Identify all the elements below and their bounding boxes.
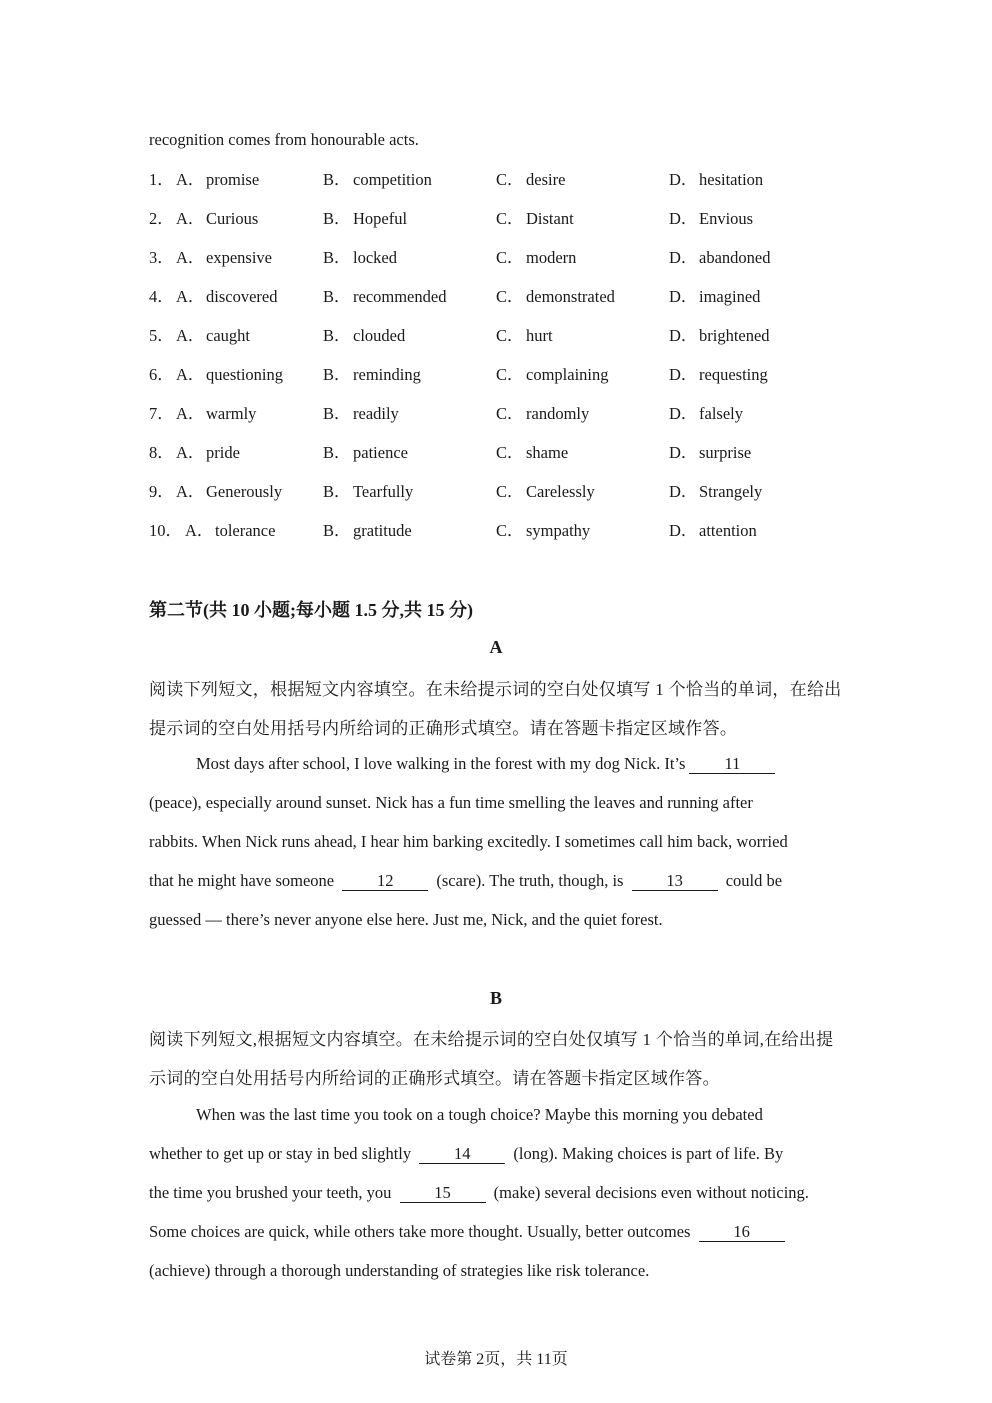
question-number: 3． (149, 248, 174, 267)
option-a: A．Curious (176, 209, 259, 228)
question-number: 5． (149, 326, 174, 345)
part-a-instruction-2: 提示词的空白处用括号内所给词的正确形式填空。请在答题卡指定区域作答。 (149, 719, 738, 738)
option-b: B． patience (323, 443, 408, 462)
question-number: 2． (149, 209, 174, 228)
option-a: A．tolerance (185, 521, 276, 540)
question-number: 4． (149, 287, 174, 306)
option-d: D．falsely (669, 404, 743, 423)
part-a-line-2: (peace), especially around sunset. Nick has a fun time smelling the leaves and running after (149, 793, 753, 812)
option-c: C． Distant (496, 209, 574, 228)
question-number: 8． (149, 443, 174, 462)
option-d: D．requesting (669, 365, 768, 384)
option-d: D．abandoned (669, 248, 771, 267)
blank-13[interactable]: 13 (632, 872, 718, 891)
option-b: B． locked (323, 248, 397, 267)
option-c: C． randomly (496, 404, 590, 423)
part-b-instruction-1: 阅读下列短文,根据短文内容填空。在未给提示词的空白处仅填写 1 个恰当的单词,在给出提 (149, 1030, 834, 1049)
option-d: D．hesitation (669, 170, 764, 189)
option-a: A．discovered (176, 287, 278, 306)
option-c: C． desire (496, 170, 566, 189)
option-c: C． hurt (496, 326, 553, 345)
option-b: B． gratitude (323, 521, 412, 540)
question-number: 6． (149, 365, 174, 384)
part-b-instruction-2: 示词的空白处用括号内所给词的正确形式填空。请在答题卡指定区域作答。 (149, 1069, 720, 1088)
option-c: C． shame (496, 443, 569, 462)
option-c: C． modern (496, 248, 577, 267)
option-a: A．Generously (176, 482, 283, 501)
option-a: A．promise (176, 170, 260, 189)
option-d: D．attention (669, 521, 757, 540)
part-a-line-4: that he might have someone 12 (scare). The truth, though, is 13 could be (149, 871, 783, 890)
part-b-line-5: (achieve) through a thorough understanding of strategies like risk tolerance. (149, 1261, 650, 1280)
option-a: A．questioning (176, 365, 283, 384)
part-a-line-5: guessed — there’s never anyone else here. Just me, Nick, and the quiet forest. (149, 910, 663, 929)
part-a-line-1: Most days after school, I love walking in the forest with my dog Nick. It’s 11 (196, 754, 779, 774)
option-b: B． competition (323, 170, 432, 189)
question-number: 10． (149, 521, 182, 540)
option-b: B． recommended (323, 287, 447, 306)
option-d: D．Envious (669, 209, 754, 228)
part-b-letter: B (489, 988, 502, 1008)
part-a-letter: A (489, 637, 503, 657)
option-b: B． clouded (323, 326, 406, 345)
part-b-line-4: Some choices are quick, while others take more thought. Usually, better outcomes 16 (149, 1222, 789, 1242)
option-a: A．expensive (176, 248, 272, 267)
page-footer: 试卷第 2页，共 11页 (424, 1351, 568, 1368)
question-number: 7． (149, 404, 174, 423)
option-a: A．warmly (176, 404, 257, 423)
option-c: C． complaining (496, 365, 609, 384)
option-d: D．brightened (669, 326, 770, 345)
option-c: C． Carelessly (496, 482, 595, 501)
option-b: B． Tearfully (323, 482, 414, 501)
blank-16[interactable]: 16 (699, 1223, 785, 1242)
part-b-line-2: whether to get up or stay in bed slightly 14 (long). Making choices is part of life. By (149, 1144, 784, 1163)
section-heading: 第二节(共 10 小题;每小题 1.5 分,共 15 分) (149, 600, 473, 620)
question-number: 9． (149, 482, 174, 501)
option-d: D．surprise (669, 443, 752, 462)
blank-12[interactable]: 12 (342, 872, 428, 891)
part-a-line-3: rabbits. When Nick runs ahead, I hear him barking excitedly. I sometimes call him back, worried (149, 832, 788, 851)
part-b-line-3: the time you brushed your teeth, you 15 (make) several decisions even without noticing. (149, 1183, 809, 1202)
option-a: A．caught (176, 326, 250, 345)
option-b: B． Hopeful (323, 209, 408, 228)
option-b: B． readily (323, 404, 399, 423)
intro-tail-text: recognition comes from honourable acts. (149, 130, 419, 149)
option-c: C． demonstrated (496, 287, 615, 306)
question-number: 1． (149, 170, 174, 189)
blank-14[interactable]: 14 (419, 1145, 505, 1164)
blank-15[interactable]: 15 (400, 1184, 486, 1203)
option-a: A．pride (176, 443, 240, 462)
part-a-instruction-1: 阅读下列短文，根据短文内容填空。在未给提示词的空白处仅填写 1 个恰当的单词，在给出 (149, 680, 842, 699)
blank-11[interactable]: 11 (689, 755, 775, 774)
option-d: D．Strangely (669, 482, 763, 501)
option-c: C． sympathy (496, 521, 591, 540)
part-b-line-1: When was the last time you took on a tough choice? Maybe this morning you debated (196, 1105, 763, 1124)
option-d: D．imagined (669, 287, 761, 306)
option-b: B． reminding (323, 365, 421, 384)
